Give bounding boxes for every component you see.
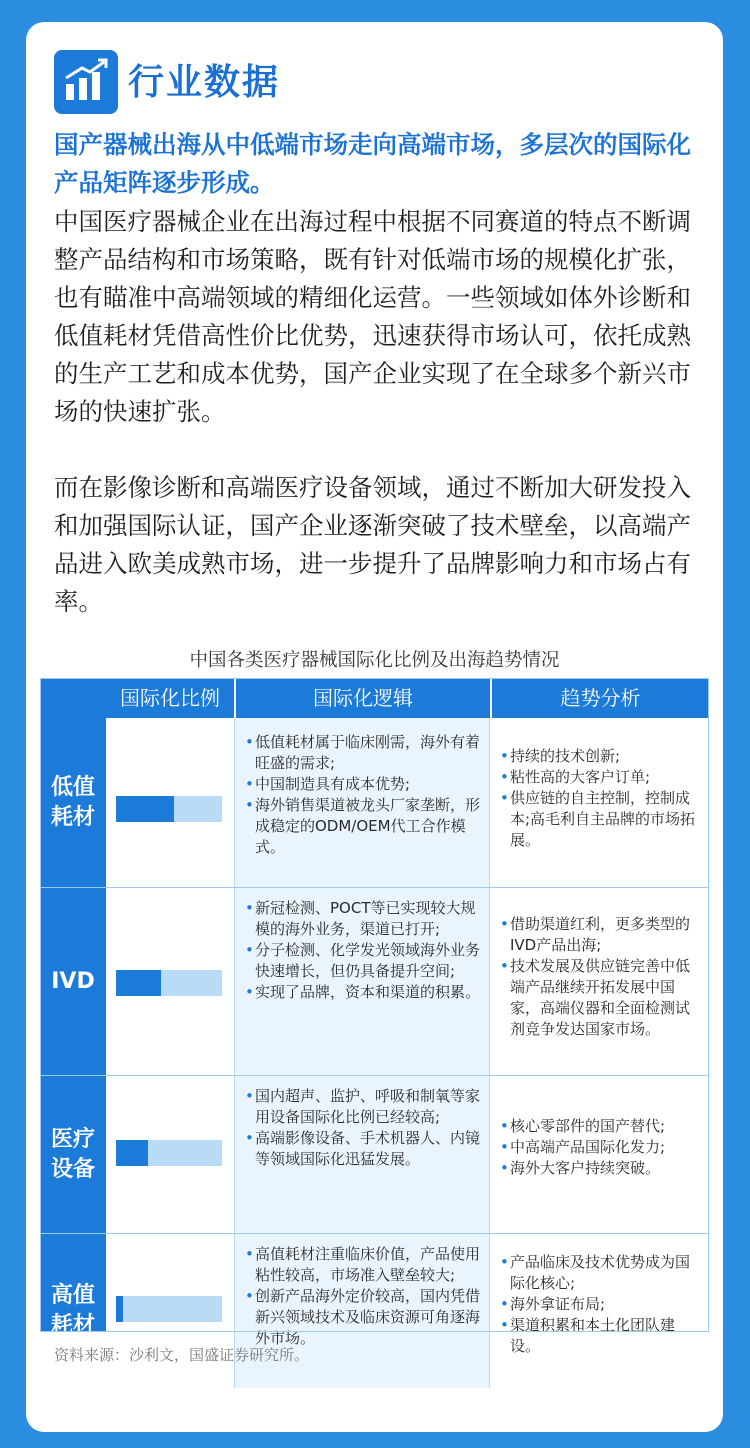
trend-item: • 粘性高的大客户订单; (500, 767, 700, 788)
trend-cell (490, 718, 709, 888)
logic-item: • 中国制造具有成本优势; (245, 774, 481, 795)
trend-item: • 海外拿证布局; (500, 1294, 700, 1315)
logic-cell (234, 1076, 490, 1234)
trend-item: • 技术发展及供应链完善中低端产品继续开拓发展中国家，高端仪器和全面检测试剂竞争发达国家市场。 (500, 956, 700, 1040)
row-category: 低值 耗材 (50, 775, 95, 830)
source-note: 资料来源：沙利文，国盛证券研究所。 (54, 1346, 310, 1364)
row-category: 医疗 设备 (50, 1127, 95, 1182)
trend-item: • 持续的技术创新; (500, 746, 700, 767)
ratio-bar-fill (116, 1140, 148, 1166)
trend-item: • 产品临床及技术优势成为国际化核心; (500, 1252, 700, 1294)
logic-item: • 创新产品海外定价较高，国内凭借新兴领域技术及临床资源可角逐海外市场。 (245, 1286, 481, 1349)
ratio-cell (106, 888, 234, 1076)
logic-item: • 高值耗材注重临床价值，产品使用粘性较高，市场准入壁垒较大; (245, 1244, 481, 1286)
bar-chart-growth-icon (54, 50, 118, 114)
ratio-bar-track (116, 796, 222, 822)
trend-item: • 核心零部件的国产替代; (500, 1116, 700, 1137)
table-row (40, 718, 709, 888)
paragraph-2: 而在影像诊断和高端医疗设备领域，通过不断加大研发投入和加强国际认证，国产企业逐渐突破了技术壁垒，以高端产品进入欧美成熟市场，进一步提升了品牌影响力和市场占有率。 (54, 473, 691, 616)
trend-item: • 供应链的自主控制，控制成本;高毛利自主品牌的市场拓展。 (500, 788, 700, 851)
logic-item: • 实现了品牌，资本和渠道的积累。 (245, 982, 481, 1003)
logic-item: • 低值耗材属于临床刚需，海外有着旺盛的需求; (245, 732, 481, 774)
logic-cell (234, 888, 490, 1076)
header-trend: 趋势分析 (492, 678, 709, 718)
content-card (26, 22, 723, 1432)
logic-item: • 分子检测、化学发光领域海外业务快速增长，但仍具备提升空间; (245, 940, 481, 982)
ratio-bar-track (116, 1296, 222, 1322)
row-category: IVD (51, 969, 95, 994)
header-logic: 国际化逻辑 (236, 678, 490, 718)
ratio-bar-fill (116, 970, 161, 996)
table-row (40, 888, 709, 1076)
logic-item: • 新冠检测、POCT等已实现较大规模的海外业务，渠道已打开; (245, 898, 481, 940)
trend-item: • 渠道积累和本土化团队建设。 (500, 1315, 700, 1357)
logic-item: • 海外销售渠道被龙头厂家垄断，形成稳定的ODM/OEM代工合作模式。 (245, 795, 481, 858)
logic-item: • 高端影像设备、手术机器人、内镜等领域国际化迅猛发展。 (245, 1128, 481, 1170)
ratio-bar-fill (116, 1296, 123, 1322)
logic-item: • 国内超声、监护、呼吸和制氧等家用设备国际化比例已经较高; (245, 1086, 481, 1128)
table-header (106, 678, 709, 718)
ratio-bar-track (116, 970, 222, 996)
table-row (40, 1076, 709, 1234)
trend-cell (490, 1234, 709, 1388)
ratio-cell (106, 1076, 234, 1234)
page-title: 行业数据 (128, 62, 281, 103)
table-caption: 中国各类医疗器械国际化比例及出海趋势情况 (189, 650, 560, 671)
trend-cell (490, 1076, 709, 1234)
header-ratio: 国际化比例 (106, 678, 234, 718)
trend-item: • 海外大客户持续突破。 (500, 1158, 700, 1179)
trend-cell (490, 888, 709, 1076)
trend-item: • 借助渠道红利，更多类型的IVD产品出海; (500, 914, 700, 956)
headline: 国产器械出海从中低端市场走向高端市场，多层次的国际化产品矩阵逐步形成。 (54, 130, 691, 197)
row-category: 高值 耗材 (50, 1283, 95, 1338)
ratio-bar-fill (116, 796, 174, 822)
paragraph-1: 中国医疗器械企业在出海过程中根据不同赛道的特点不断调整产品结构和市场策略，既有针对低端市场的规模化扩张，也有瞄准中高端领域的精细化运营。一些领域如体外诊断和低值耗材凭借高性价比优势，迅速获得市场认可，依托成熟的生产工艺和成本优势，国产企业实现了在全球多个新兴市场的快速扩张。 (54, 207, 691, 426)
trend-item: • 中高端产品国际化发力; (500, 1137, 700, 1158)
ratio-bar-track (116, 1140, 222, 1166)
ratio-cell (106, 718, 234, 888)
logic-cell (234, 718, 490, 888)
